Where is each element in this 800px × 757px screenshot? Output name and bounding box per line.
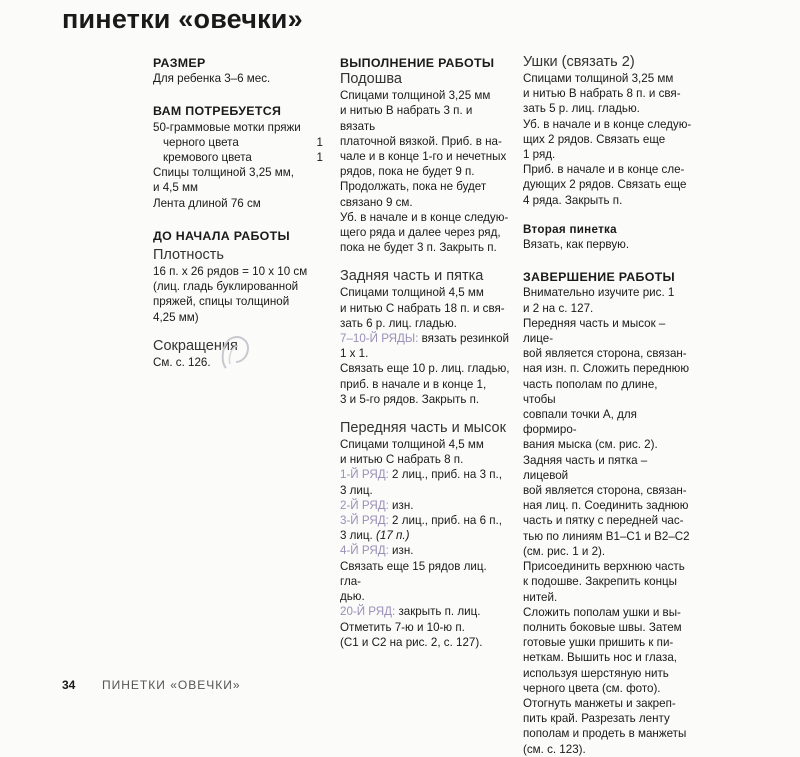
front-line: и нитью С набрать 8 п. [340, 453, 464, 467]
ears-line: зать 5 р. лиц. гладью. [523, 102, 640, 116]
second-bootie-text: Вязать, как первую. [523, 238, 630, 252]
heel-row-line [340, 331, 510, 346]
finish-line: (см. рис. 1 и 2). [523, 544, 606, 558]
yarn-black-qty: 1 [316, 135, 323, 149]
row-2-line [340, 498, 510, 513]
page-number: 34 [62, 678, 76, 692]
finish-line: совпали точки А, для формиро- [523, 408, 637, 437]
front-line: Связать еще 15 рядов лиц. гла- [340, 559, 487, 588]
sole-line: рядов, пока не будет 9 п. [340, 165, 475, 179]
finish-line: Внимательно изучите рис. 1 [523, 286, 675, 300]
heel-subheading: Задняя часть и пятка [340, 268, 484, 285]
gauge-line-1: 16 п. х 26 рядов = 10 х 10 см [153, 265, 308, 279]
row-text: вязать резинкой [421, 332, 509, 346]
row-label: 1-Й РЯД: [340, 468, 389, 482]
column-materials [153, 52, 323, 370]
row-3-line [340, 513, 510, 528]
finish-line: нитей. [523, 590, 558, 604]
sole-line: щего ряда и далее через ряд, [340, 226, 501, 240]
finish-line: неткам. Вышить нос и глаза, [523, 651, 677, 665]
ears-line: Приб. в начале и в конце сле- [523, 163, 685, 177]
page-title: пинетки «овечки» [62, 4, 303, 34]
size-text: Для ребенка 3–6 мес. [153, 72, 271, 86]
sole-line: платочной вязкой. Приб. в на- [340, 134, 502, 148]
ears-line: дующих 2 рядов. Связать еще [523, 178, 687, 192]
row-text: 2 лиц., приб. на 3 п., [392, 468, 502, 482]
sole-line: связано 9 см. [340, 195, 413, 209]
stitch-count: (17 п.) [376, 529, 410, 543]
row-label: 2-Й РЯД: [340, 498, 389, 512]
finish-line: к подошве. Закрепить концы [523, 575, 677, 589]
finish-line: Присоединить верхнюю часть [523, 560, 685, 574]
finish-line: ная изн. п. Сложить переднюю [523, 362, 690, 376]
front-line: (С1 и С2 на рис. 2, с. 127). [340, 635, 483, 649]
before-work-heading: ДО НАЧАЛА РАБОТЫ [153, 228, 290, 243]
heel-line: Спицами толщиной 4,5 мм [340, 286, 484, 300]
finish-line: Передняя часть и мысок – лице- [523, 316, 666, 346]
materials-heading: ВАМ ПОТРЕБУЕТСЯ [153, 104, 282, 119]
yarn-cream-qty: 1 [316, 151, 323, 165]
row-text: 2 лиц., приб. на 6 п., [392, 514, 502, 528]
finish-line: вания мыска (см. рис. 2). [523, 438, 658, 452]
finishing-heading: ЗАВЕРШЕНИЕ РАБОТЫ [523, 270, 675, 285]
ears-line: 4 ряда. Закрыть п. [523, 193, 623, 207]
ears-line: Спицами толщиной 3,25 мм [523, 72, 674, 85]
second-bootie-heading: Вторая пинетка [523, 222, 617, 236]
row-text: закрыть п. лиц. [398, 605, 481, 619]
yarn-cream-label: кремового цвета [163, 151, 252, 165]
ears-subheading: Ушки (связать 2) [523, 54, 635, 70]
sole-line: чале и в конце 1-го и нечетных [340, 150, 507, 164]
sole-line: и нитью В набрать 3 п. и вязать [340, 104, 473, 133]
heel-line: Связать еще 10 р. лиц. гладью, [340, 362, 510, 376]
finish-line: тью по линиям В1–С1 и В2–С2 [523, 529, 690, 543]
finish-line: Отогнуть манжеты и закреп- [523, 696, 676, 710]
finish-line: часть пополам по длине, чтобы [523, 377, 658, 406]
finish-line: Сложить пополам ушки и вы- [523, 605, 681, 619]
finish-line: черного цвета (см. фото). [523, 681, 661, 695]
ears-line: 1 ряд. [523, 148, 556, 162]
row-text: 3 лиц. [340, 529, 373, 543]
finish-line: вой является сторона, связан- [523, 347, 687, 361]
row-4-line [340, 543, 510, 558]
yarn-cream-row [153, 150, 323, 165]
row-text: изн. [392, 544, 414, 558]
sole-subheading: Подошва [340, 71, 402, 88]
needles-line-2: и 4,5 мм [153, 181, 198, 195]
column-finishing [523, 52, 693, 757]
row-1-line [340, 467, 510, 482]
row-1-cont: 3 лиц. [340, 483, 373, 497]
finish-line: Задняя часть и пятка – лицевой [523, 453, 648, 482]
ears-line: щих 2 рядов. Связать еще [523, 132, 666, 146]
ears-line: Уб. в начале и в конце следую- [523, 117, 692, 131]
ears-line: и нитью В набрать 8 п. и свя- [523, 87, 681, 101]
gauge-line-3: пряжей, спицы толщиной [153, 295, 290, 309]
row-text: изн. [392, 498, 414, 512]
running-title: ПИНЕТКИ «ОВЕЧКИ» [102, 678, 241, 692]
ribbon-text: Лента длиной 76 см [153, 196, 261, 210]
paperclip-icon [218, 332, 258, 374]
finish-line: и 2 на с. 127. [523, 301, 594, 315]
row-20-line [340, 604, 510, 619]
finish-line: используя шерстяную нить [523, 666, 669, 680]
yarn-black-row [153, 135, 323, 150]
finish-line: (см. с. 123). [523, 742, 586, 756]
heel-line: и нитью С набрать 18 п. и свя- [340, 301, 505, 315]
heel-line: приб. в начале и в конце 1, [340, 377, 487, 391]
sole-line: Уб. в начале и в конце следую- [340, 210, 509, 224]
abbreviations-subheading: Сокращения [153, 337, 238, 354]
row-label: 3-Й РЯД: [340, 514, 389, 528]
finish-line: пополам и продеть в манжеты [523, 727, 687, 741]
finish-line: часть и пятку с передней час- [523, 514, 684, 528]
abbreviations-text: См. с. 126. [153, 355, 211, 369]
sole-line: Продолжать, пока не будет [340, 180, 487, 194]
finish-line: готовые ушки пришить к пи- [523, 636, 674, 650]
sole-line: Спицами толщиной 3,25 мм [340, 89, 491, 103]
finish-line: вой является сторона, связан- [523, 484, 687, 498]
yarn-text: 50-граммовые мотки пряжи [153, 120, 301, 134]
heel-line: 3 и 5-го рядов. Закрыть п. [340, 392, 480, 406]
row-label: 4-Й РЯД: [340, 544, 389, 558]
front-line: Отметить 7-ю и 10-ю п. [340, 620, 465, 634]
heel-line: 1 х 1. [340, 347, 369, 361]
row-3-cont [340, 528, 510, 543]
work-heading: ВЫПОЛНЕНИЕ РАБОТЫ [340, 56, 495, 70]
finish-line: ная лиц. п. Соединить заднюю [523, 499, 689, 513]
sole-line: пока не будет 3 п. Закрыть п. [340, 241, 497, 255]
finish-line: пить край. Разрезать ленту [523, 712, 670, 726]
size-heading: РАЗМЕР [153, 56, 206, 70]
gauge-line-4: 4,25 мм) [153, 310, 199, 324]
gauge-subheading: Плотность [153, 247, 224, 264]
front-line: дью. [340, 590, 365, 604]
front-line: Спицами толщиной 4,5 мм [340, 438, 484, 452]
heel-line: зать 6 р. лиц. гладью. [340, 316, 457, 330]
gauge-line-2: (лиц. гладь буклированной [153, 280, 299, 294]
yarn-black-label: черного цвета [163, 135, 239, 149]
needles-line-1: Спицы толщиной 3,25 мм, [153, 166, 294, 180]
column-instructions [340, 52, 510, 650]
row-label: 20-Й РЯД: [340, 605, 396, 619]
finish-line: полнить боковые швы. Затем [523, 620, 682, 634]
row-label: 7–10-Й РЯДЫ: [340, 332, 419, 346]
front-subheading: Передняя часть и мысок [340, 420, 506, 437]
